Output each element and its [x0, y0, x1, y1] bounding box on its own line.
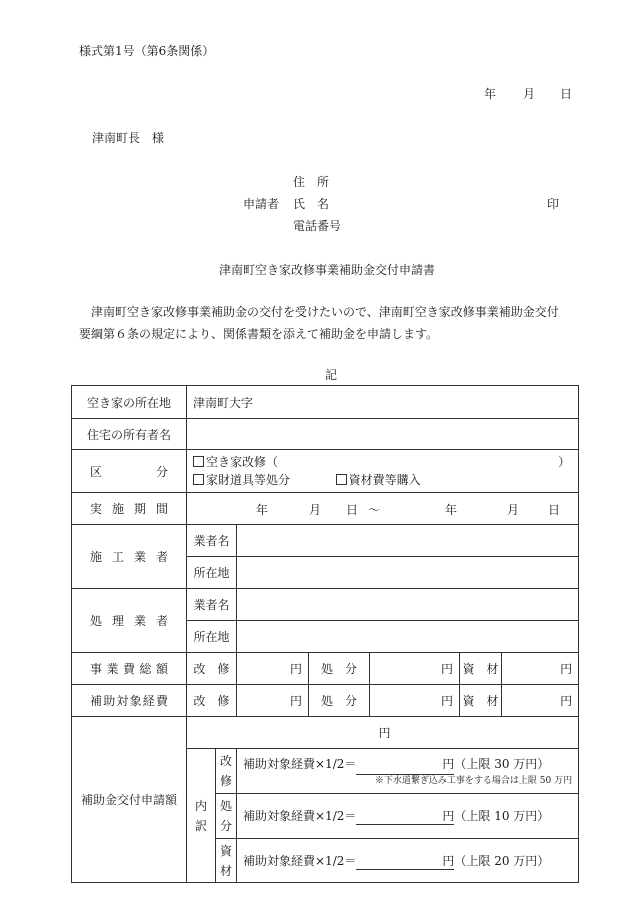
disposal-amount-line[interactable]: 円 [356, 807, 454, 825]
address-label: 住 所 [293, 175, 330, 189]
body-line-2: 要綱第６条の規定により、関係書類を添えて補助金を申請します。 [79, 327, 439, 341]
row-period [72, 493, 579, 525]
period-year-1: 年 [256, 502, 269, 517]
disposer-address-field[interactable] [237, 621, 579, 653]
yen-unit: 円 [440, 694, 453, 708]
yen-unit: 円 [289, 694, 302, 708]
formula-text: 補助対象経費×1/2＝ [243, 757, 357, 771]
breakdown-label: 内訳 [187, 749, 216, 883]
contractor-label: 施工業者 [72, 525, 187, 589]
phone-label: 電話番号 [293, 219, 342, 233]
period-field[interactable] [187, 493, 579, 525]
yen-unit: 円 [289, 662, 302, 676]
breakdown-renovation-label: 改修 [216, 749, 237, 794]
formula-text: 補助対象経費×1/2＝ [243, 853, 357, 868]
formula-text: 補助対象経費×1/2＝ [243, 809, 357, 823]
period-month-1: 月 [309, 502, 322, 517]
period-label: 実施期間 [72, 493, 187, 525]
row-total-cost [72, 653, 579, 685]
breakdown-materials-field[interactable] [237, 839, 579, 883]
materials-option-label: 資材費等購入 [348, 473, 421, 487]
period-month-2: 月 [507, 502, 520, 517]
yen-unit: 円 [378, 726, 391, 740]
renovation-checkbox[interactable] [193, 455, 278, 469]
category-label: 区 分 [72, 450, 187, 493]
renovation-paren-close: ） [558, 455, 571, 469]
row-location [72, 386, 579, 419]
document-title: 津南町空き家改修事業補助金交付申請書 [219, 263, 436, 277]
period-tilde: ～ [368, 502, 381, 517]
disposal-checkbox[interactable] [193, 473, 290, 487]
disposer-label: 処理業者 [72, 589, 187, 653]
apply-total-field[interactable] [187, 717, 579, 749]
breakdown-renovation-field[interactable] [237, 749, 579, 794]
limit-10-text: （上限 10 万円） [454, 809, 550, 823]
limit-20-text: （上限 20 万円） [454, 853, 550, 868]
yen-unit: 円 [560, 662, 573, 676]
breakdown-materials-label: 資材 [216, 839, 237, 883]
breakdown-disposal-label: 処分 [216, 794, 237, 839]
date-day: 日 [560, 87, 573, 101]
form-number: 様式第1号（第6条関係） [79, 44, 215, 58]
addressee: 津南町長 様 [92, 131, 165, 145]
total-renovation-amount[interactable] [237, 653, 309, 685]
total-renovation-label: 改 修 [187, 653, 237, 685]
disposer-company-label: 業者名 [187, 589, 237, 621]
row-contractor-name [72, 525, 579, 557]
renovation-amount-line[interactable]: 円 [356, 754, 454, 775]
row-eligible-cost [72, 685, 579, 717]
application-table [71, 385, 579, 883]
breakdown-disposal-field[interactable] [237, 794, 579, 839]
seal-mark: 印 [547, 197, 560, 211]
eligible-renovation-amount[interactable] [237, 685, 309, 717]
limit-30-text: （上限 30 万円） [454, 757, 550, 771]
total-cost-label: 事業費総額 [72, 653, 187, 685]
contractor-address-field[interactable] [237, 557, 579, 589]
contractor-company-field[interactable] [237, 525, 579, 557]
row-disposer-name [72, 589, 579, 621]
eligible-renovation-label: 改 修 [187, 685, 237, 717]
disposer-company-field[interactable] [237, 589, 579, 621]
location-value: 津南町大字 [193, 395, 254, 410]
eligible-disposal-amount[interactable] [370, 685, 460, 717]
eligible-cost-label: 補助対象経費 [72, 685, 187, 717]
disposer-address-label: 所在地 [187, 621, 237, 653]
date-year: 年 [484, 87, 497, 101]
row-apply-total [72, 717, 579, 749]
apply-amount-label: 補助金交付申請額 [72, 717, 187, 883]
period-day-2: 日 [548, 502, 561, 517]
materials-amount-line[interactable]: 円 [356, 852, 454, 870]
disposal-option-label: 家財道具等処分 [206, 473, 291, 487]
period-day-1: 日 [346, 502, 359, 517]
eligible-materials-amount[interactable] [502, 685, 579, 717]
contractor-address-label: 所在地 [187, 557, 237, 589]
sewer-note: ※下水道繋ぎ込み工事をする場合は上限 50 万円 [374, 776, 573, 786]
row-owner [72, 419, 579, 450]
yen-unit: 円 [440, 662, 453, 676]
eligible-disposal-label: 処 分 [309, 685, 370, 717]
location-label: 空き家の所在地 [72, 386, 187, 419]
total-disposal-label: 処 分 [309, 653, 370, 685]
applicant-label: 申請者 [243, 197, 280, 211]
date-month: 月 [523, 87, 536, 101]
body-line-1: 津南町空き家改修事業補助金の交付を受けたいので、津南町空き家改修事業補助金交付 [91, 305, 559, 319]
name-label: 氏 名 [293, 197, 330, 211]
materials-checkbox[interactable] [336, 473, 421, 487]
ki-heading: 記 [325, 368, 338, 382]
location-field[interactable] [187, 386, 579, 419]
total-disposal-amount[interactable] [370, 653, 460, 685]
owner-field[interactable] [187, 419, 579, 450]
total-materials-amount[interactable] [502, 653, 579, 685]
period-year-2: 年 [445, 502, 458, 517]
total-materials-label: 資 材 [460, 653, 502, 685]
contractor-company-label: 業者名 [187, 525, 237, 557]
category-options [187, 450, 579, 493]
eligible-materials-label: 資 材 [460, 685, 502, 717]
owner-label: 住宅の所有者名 [72, 419, 187, 450]
yen-unit: 円 [560, 694, 573, 708]
row-category [72, 450, 579, 493]
renovation-option-label: 空き家改修（ [206, 455, 279, 469]
